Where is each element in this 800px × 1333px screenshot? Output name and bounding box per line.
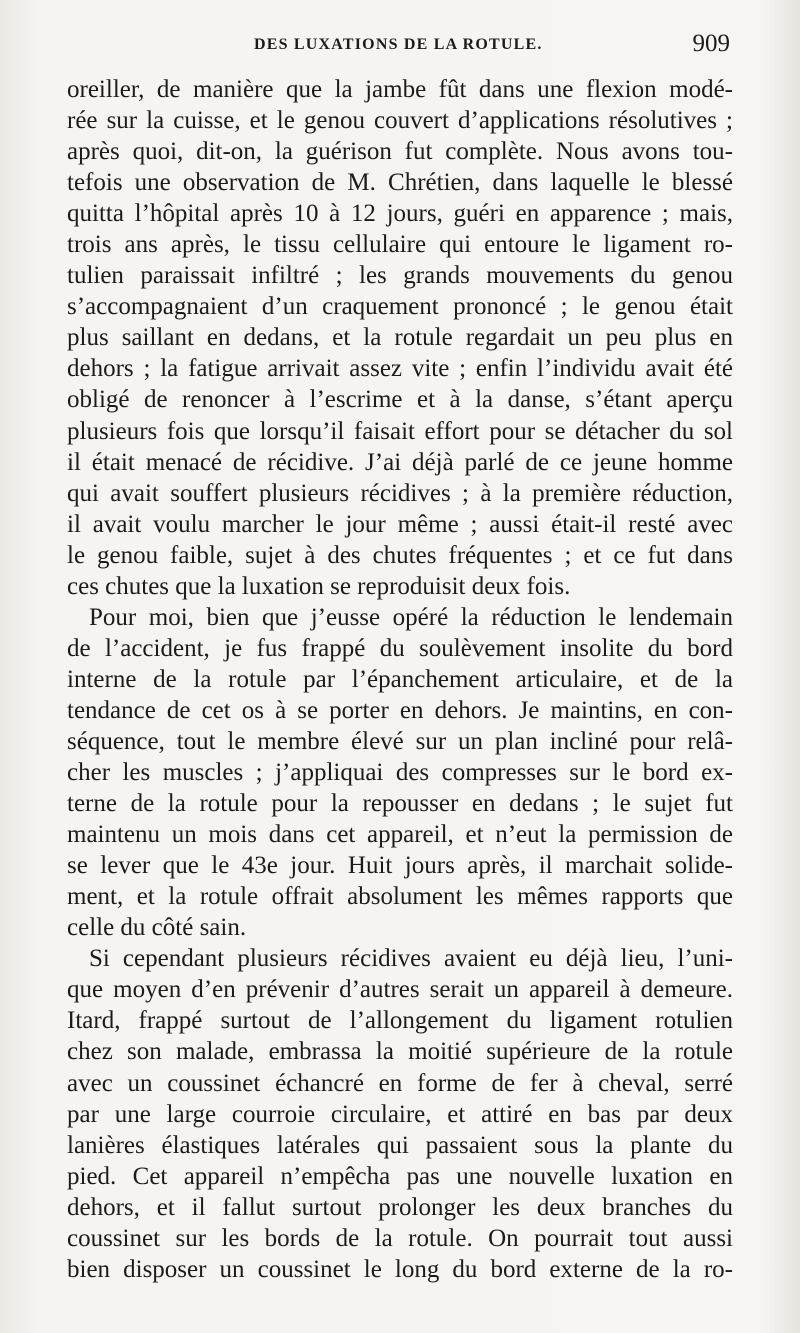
text-line: obligé de renoncer à l’escrime et à la danse, s’étant aperçu (67, 386, 733, 414)
text-line: que moyen d’en prévenir d’autres serait un appareil à demeure. (67, 976, 733, 1004)
text-line: terne de la rotule pour la repousser en dedans ; le sujet fut (67, 790, 733, 818)
text-line: avec un coussinet échancré en forme de fer à cheval, serré (67, 1069, 733, 1097)
page-header (68, 30, 732, 64)
text-line: après quoi, dit-on, la guérison fut complète. Nous avons tou- (67, 138, 733, 166)
text-line: de l’accident, je fus frappé du soulèvement insolite du bord (67, 634, 733, 662)
text-line: trois ans après, le tissu cellulaire qui entoure le ligament ro- (67, 231, 733, 259)
text-line: il avait voulu marcher le jour même ; aussi était-il resté avec (67, 510, 733, 538)
paragraph (67, 602, 733, 944)
text-line: plusieurs fois que lorsqu’il faisait effort pour se détacher du sol (67, 417, 733, 445)
body-text (67, 74, 733, 1285)
text-line: se lever que le 43e jour. Huit jours après, il marchait solide- (67, 852, 733, 880)
text-line: oreiller, de manière que la jambe fût dans une flexion modé- (67, 76, 733, 103)
paragraph (67, 943, 733, 1285)
paragraph (67, 74, 733, 602)
text-line: Itard, frappé surtout de l’allongement du ligament rotulien (67, 1007, 733, 1035)
text-line: ment, et la rotule offrait absolument les mêmes rapports que (67, 883, 733, 911)
text-line: pied. Cet appareil n’empêcha pas une nouvelle luxation en (67, 1162, 733, 1190)
text-line: qui avait souffert plusieurs récidives ; à la première réduction, (67, 479, 733, 507)
text-line: Pour moi, bien que j’eusse opéré la réduction le lendemain (89, 603, 733, 631)
page-number: 909 (692, 30, 730, 57)
text-line: quitta l’hôpital après 10 à 12 jours, guéri en apparence ; mais, (67, 200, 733, 228)
text-line: séquence, tout le membre élevé sur un plan incliné pour relâ- (67, 727, 733, 755)
text-line: dehors ; la fatigue arrivait assez vite ; enfin l’individu avait été (67, 355, 733, 383)
text-line: maintenu un mois dans cet appareil, et n’eut la permission de (67, 821, 733, 849)
text-line: tendance de cet os à se porter en dehors. Je maintins, en con- (67, 696, 733, 724)
text-line: s’accompagnaient d’un craquement prononcé ; le genou était (67, 293, 733, 321)
text-line: chez son malade, embrassa la moitié supérieure de la rotule (67, 1038, 733, 1066)
text-line: coussinet sur les bords de la rotule. On pourrait tout aussi (67, 1224, 733, 1252)
text-line: Si cependant plusieurs récidives avaient eu déjà lieu, l’uni- (89, 945, 733, 973)
running-title: DES LUXATIONS DE LA ROTULE. (254, 36, 543, 53)
text-line: le genou faible, sujet à des chutes fréquentes ; et ce fut dans (67, 541, 733, 569)
text-line: lanières élastiques latérales qui passaient sous la plante du (67, 1131, 733, 1159)
text-line: il était menacé de récidive. J’ai déjà parlé de ce jeune homme (67, 448, 733, 476)
text-line: dehors, et il fallut surtout prolonger les deux branches du (67, 1193, 733, 1221)
text-line: bien disposer un coussinet le long du bord externe de la ro- (67, 1255, 733, 1283)
text-line: interne de la rotule par l’épanchement articulaire, et de la (67, 665, 733, 693)
text-line: ces chutes que la luxation se reproduisit deux fois. (67, 572, 571, 600)
text-line: tefois une observation de M. Chrétien, dans laquelle le blessé (67, 169, 733, 197)
text-line: tulien paraissait infiltré ; les grands mouvements du genou (67, 262, 733, 290)
text-line: cher les muscles ; j’appliquai des compresses sur le bord ex- (67, 759, 733, 787)
text-line: par une large courroie circulaire, et attiré en bas par deux (67, 1100, 733, 1128)
text-line: plus saillant en dedans, et la rotule regardait un peu plus en (67, 324, 733, 352)
text-line: rée sur la cuisse, et le genou couvert d’applications résolutives ; (67, 107, 733, 135)
text-line: celle du côté sain. (67, 914, 247, 942)
